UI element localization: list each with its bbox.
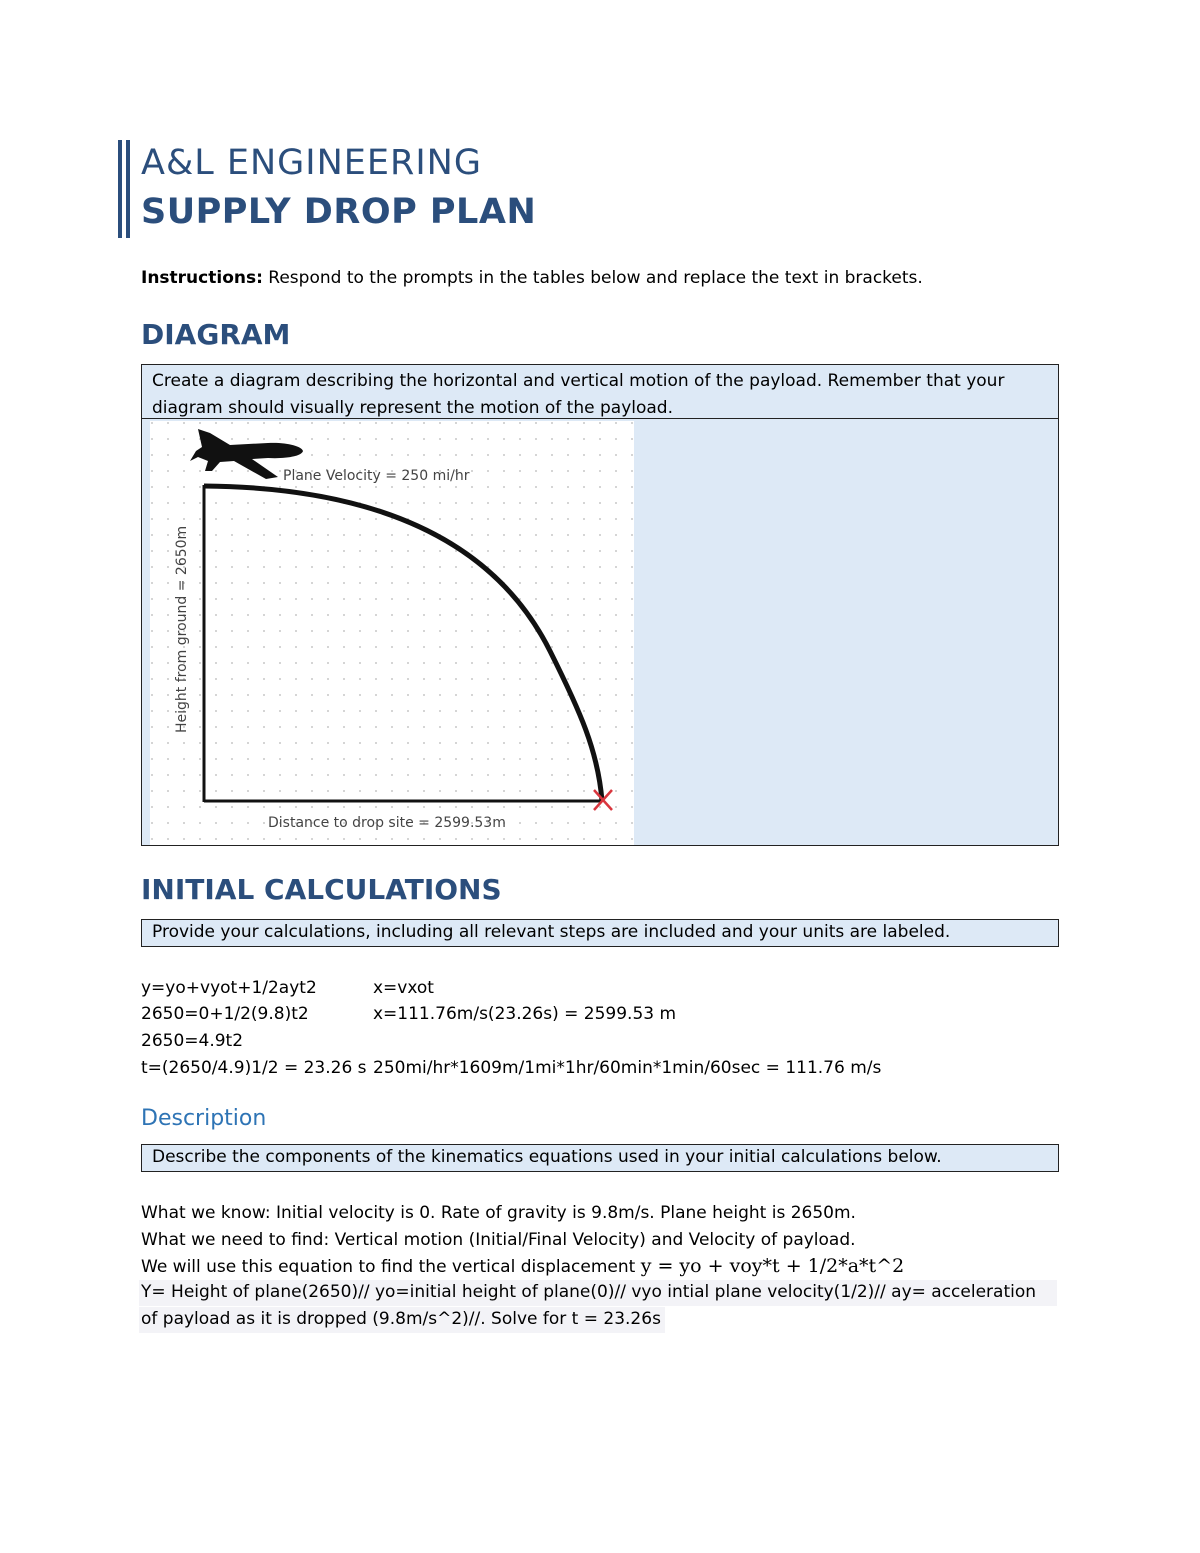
calc-left-line: 2650=0+1/2(9.8)t2 bbox=[141, 1004, 309, 1024]
description-line: What we need to find: Vertical motion (Initial/Final Velocity) and Velocity of payload. bbox=[141, 1230, 856, 1250]
calc-left-line: y=yo+vyot+1/2ayt2 bbox=[141, 978, 317, 998]
description-line: Y= Height of plane(2650)// yo=initial height of plane(0)// vyo intial plane velocity(1/2)// ay= acceleration bbox=[141, 1282, 1037, 1302]
instructions-text: Respond to the prompts in the tables below and replace the text in brackets. bbox=[262, 268, 923, 288]
height-label: Height from ground = 2650m bbox=[174, 525, 190, 733]
diagram-prompt-row bbox=[142, 365, 1058, 419]
calc-left-line: 2650=4.9t2 bbox=[141, 1031, 244, 1051]
description-heading: Description bbox=[141, 1106, 267, 1131]
plane-velocity-label: Plane Velocity = 250 mi/hr bbox=[283, 468, 470, 484]
instructions-label: Instructions: bbox=[141, 268, 263, 288]
calc-right-line: x=111.76m/s(23.26s) = 2599.53 m bbox=[373, 1004, 677, 1024]
description-prompt: Describe the components of the kinematics equations used in your initial calculations below. bbox=[152, 1147, 942, 1167]
diagram-table bbox=[141, 364, 1059, 846]
displacement-equation: y = yo + voy*t + 1/2*a*t^2 bbox=[640, 1255, 905, 1277]
diagram-heading: DIAGRAM bbox=[141, 318, 291, 351]
calculations-prompt: Provide your calculations, including all relevant steps are included and your units are labeled. bbox=[152, 922, 951, 942]
calc-left-line: t=(2650/4.9)1/2 = 23.26 s bbox=[141, 1058, 367, 1078]
header-accent-bar bbox=[126, 140, 130, 238]
initial-calculations-heading: INITIAL CALCULATIONS bbox=[141, 873, 502, 906]
instructions bbox=[141, 268, 923, 288]
company-name: A&L ENGINEERING bbox=[141, 143, 482, 183]
diagram-prompt: Create a diagram describing the horizontal and vertical motion of the payload. Remember that your diagram should visually represent the motion of the payload. bbox=[152, 371, 1005, 418]
description-prompt-box bbox=[141, 1144, 1059, 1172]
diagram-drawing bbox=[150, 421, 634, 845]
document-title: SUPPLY DROP PLAN bbox=[141, 192, 537, 232]
description-line bbox=[141, 1255, 904, 1277]
description-line: What we know: Initial velocity is 0. Rate of gravity is 9.8m/s. Plane height is 2650m. bbox=[141, 1203, 856, 1223]
trajectory-diagram bbox=[150, 421, 634, 845]
calc-right-line: 250mi/hr*1609m/1mi*1hr/60min*1min/60sec = 111.76 m/s bbox=[373, 1058, 882, 1078]
header-accent-bar bbox=[118, 140, 122, 238]
description-line: of payload as it is dropped (9.8m/s^2)//. Solve for t = 23.26s bbox=[141, 1309, 661, 1329]
distance-label: Distance to drop site = 2599.53m bbox=[268, 815, 506, 831]
calculations-prompt-box bbox=[141, 919, 1059, 947]
calc-right-line: x=vxot bbox=[373, 978, 434, 998]
description-line-text: We will use this equation to find the vertical displacement bbox=[141, 1257, 641, 1277]
